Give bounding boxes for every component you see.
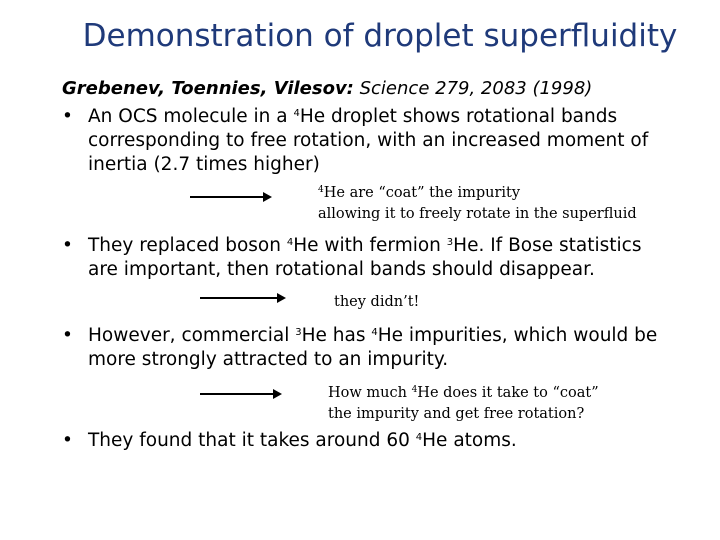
citation-journal: Science 279, 2083 (1998) — [353, 78, 593, 99]
bullet-marker: • — [62, 235, 73, 256]
annotation-they-didnt — [334, 292, 419, 313]
bullet-ocs-molecule — [62, 105, 668, 177]
isotope-superscript: 4 — [415, 432, 423, 443]
arrow-icon — [190, 192, 272, 202]
isotope-superscript: 4 — [371, 327, 378, 338]
arrow-icon — [200, 389, 282, 399]
bullet-text-part: An OCS molecule in a — [88, 106, 294, 127]
bullet-text-part: They found that it takes around 60 — [88, 430, 416, 451]
arrow-icon — [200, 293, 286, 303]
citation-authors: Grebenev, Toennies, Vilesov: — [62, 78, 354, 99]
annotation-line — [318, 183, 637, 204]
bullet-text-part: He droplet shows rotational bands corresponding to free rotation, with an increased moment of inertia (2.7 times higher) — [88, 106, 649, 175]
bullet-marker: • — [62, 106, 73, 127]
bullet-marker: • — [62, 430, 73, 451]
bullet-text-part: He has — [301, 325, 372, 346]
bullet-sixty-atoms — [62, 429, 668, 453]
annotation-text: How much — [328, 385, 412, 401]
annotation-line: allowing it to freely rotate in the superfluid — [318, 206, 637, 222]
bullet-text-part: He. If Bose statistics are important, then rotational bands should disappear. — [88, 235, 642, 280]
bullet-text-part: They replaced boson — [88, 235, 287, 256]
bullet-boson-fermion — [62, 234, 668, 282]
annotation-text: He are “coat” the impurity — [323, 185, 521, 201]
bullet-text-part: He impurities, which would be more strongly attracted to an impurity. — [88, 325, 658, 370]
annotation-text: He does it take to “coat” — [417, 385, 599, 401]
citation — [62, 78, 592, 99]
isotope-superscript: 4 — [318, 185, 324, 195]
isotope-superscript: 4 — [286, 237, 294, 248]
slide-title: Demonstration of droplet superfluidity — [82, 18, 678, 54]
isotope-superscript: 3 — [446, 237, 454, 248]
bullet-marker: • — [62, 325, 73, 346]
bullet-text-part: However, commercial — [88, 325, 296, 346]
annotation-how-much-he4 — [328, 383, 599, 425]
isotope-superscript: 4 — [293, 108, 300, 119]
bullet-text — [88, 234, 668, 282]
bullet-text — [88, 324, 668, 372]
annotation-line: they didn’t! — [334, 294, 420, 310]
bullet-text-part: He with fermion — [293, 235, 447, 256]
isotope-superscript: 4 — [411, 385, 418, 395]
bullet-commercial-he3 — [62, 324, 668, 372]
annotation-coat-impurity — [318, 183, 637, 225]
isotope-superscript: 3 — [295, 327, 302, 338]
bullet-text — [88, 429, 668, 453]
bullet-text-part: He atoms. — [422, 430, 517, 451]
annotation-line — [328, 383, 599, 404]
annotation-line: the impurity and get free rotation? — [328, 406, 585, 422]
bullet-text — [88, 105, 668, 177]
